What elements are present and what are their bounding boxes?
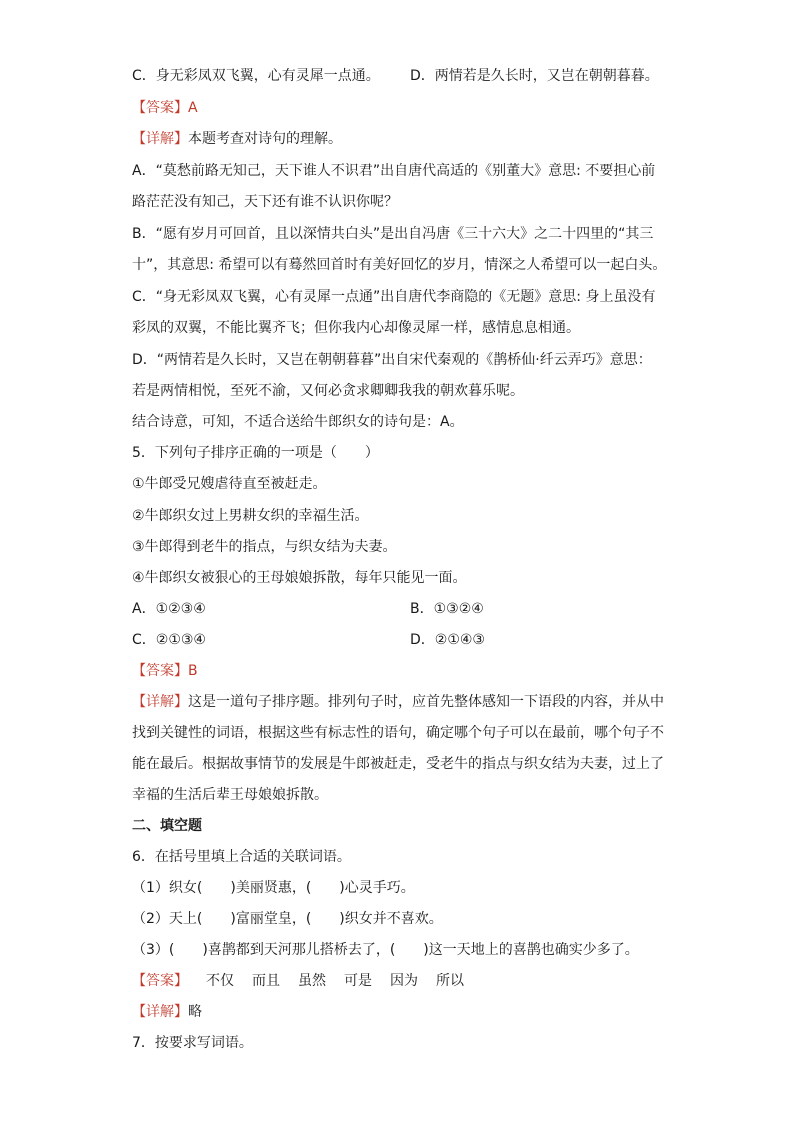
q4-detail-line: 十”，其意思: 希望可以有蓦然回首时有美好回忆的岁月，情深之人希望可以一起白头。 — [132, 257, 667, 273]
answer-label: 【答案】 — [132, 100, 188, 116]
q6-item: （3）( )喜鹊都到天河那儿搭桥去了，( )这一天地上的喜鹊也确实少多了。 — [132, 942, 639, 958]
q5-item: ②牛郎织女过上男耕女织的幸福生活。 — [132, 508, 369, 524]
q5-option-b: B．①③②④ — [410, 601, 484, 617]
answer-word: 不仅 — [206, 973, 234, 989]
q5-detail — [132, 692, 664, 712]
q4-detail-line: 路茫茫没有知己，天下还有谁不认识你呢？ — [132, 194, 398, 210]
detail-text: 这是一道句子排序题。排列句子时，应首先整体感知一下语段的内容，并从中 — [188, 694, 664, 710]
q5-answer — [132, 661, 198, 681]
q6-item: （1）织女( )美丽贤惠，( )心灵手巧。 — [132, 880, 415, 896]
q5-option-c: C．②①③④ — [132, 632, 206, 648]
q4-detail-line: A．“莫愁前路无知己，天下谁人不识君”出自唐代高适的《别董大》意思: 不要担心前 — [132, 163, 656, 179]
detail-label: 【详解】 — [132, 1004, 188, 1020]
q6-answer — [132, 971, 464, 991]
q5-stem: 5．下列句子排序正确的一项是（ ） — [132, 445, 379, 461]
q5-detail-line: 能在最后。根据故事情节的发展是牛郎被赶走，受老牛的指点与织女结为夫妻，过上了 — [132, 756, 664, 772]
answer-word: 可是 — [344, 973, 372, 989]
section-title: 二、填空题 — [132, 818, 202, 834]
detail-label: 【详解】 — [132, 694, 188, 710]
answer-word: 而且 — [252, 973, 280, 989]
detail-label: 【详解】 — [132, 131, 188, 147]
q4-conclusion: 结合诗意，可知，不适合送给牛郎织女的诗句是：A。 — [132, 414, 464, 430]
q4-detail-line: C．“身无彩凤双飞翼，心有灵犀一点通”出自唐代李商隐的《无题》意思: 身上虽没有 — [132, 289, 656, 305]
answer-label: 【答案】 — [132, 663, 188, 679]
q4-detail-line: D．“两情若是久长时，又岂在朝朝暮暮”出自宋代秦观的《鹊桥仙·纤云弄巧》意思： — [132, 352, 652, 368]
q4-detail-line: B．“愿有岁月可回首，且以深情共白头”是出自冯唐《三十六大》之二十四里的“其三 — [132, 226, 654, 242]
q4-option-c: C．身无彩凤双飞翼，心有灵犀一点通。 — [132, 68, 380, 84]
answer-word: 因为 — [390, 973, 418, 989]
answer-label: 【答案】 — [132, 973, 188, 989]
q5-option-d: D．②①④③ — [410, 632, 485, 648]
q5-detail-line: 找到关键性的词语，根据这些有标志性的语句，确定哪个句子可以在最前，哪个句子不 — [132, 725, 664, 741]
q7-stem: 7．按要求写词语。 — [132, 1035, 253, 1051]
q5-option-a: A．①②③④ — [132, 601, 206, 617]
q6-item: （2）天上( )富丽堂皇，( )织女并不喜欢。 — [132, 911, 443, 927]
q4-detail-intro — [132, 129, 342, 149]
answer-word: 所以 — [436, 973, 464, 989]
q5-item: ④牛郎织女被狠心的王母娘娘拆散，每年只能见一面。 — [132, 570, 467, 586]
answer-value: B — [188, 663, 198, 679]
q6-stem: 6．在括号里填上合适的关联词语。 — [132, 849, 351, 865]
q4-option-d: D．两情若是久长时，又岂在朝朝暮暮。 — [410, 68, 659, 84]
answer-value: A — [188, 100, 198, 116]
q4-detail-line: 若是两情相悦，至死不渝，又何必贪求卿卿我我的朝欢暮乐呢。 — [132, 383, 524, 399]
q5-item: ③牛郎得到老牛的指点，与织女结为夫妻。 — [132, 539, 397, 555]
q5-detail-line: 幸福的生活后辈王母娘娘拆散。 — [132, 787, 328, 803]
q6-detail — [132, 1002, 202, 1022]
q4-answer — [132, 98, 198, 118]
detail-text: 本题考查对诗句的理解。 — [188, 131, 342, 147]
detail-text: 略 — [188, 1004, 202, 1020]
answer-word: 虽然 — [298, 973, 326, 989]
q4-detail-line: 彩凤的双翼，不能比翼齐飞；但你我内心却像灵犀一样，感情息息相通。 — [132, 320, 580, 336]
q5-item: ①牛郎受兄嫂虐待直至被赶走。 — [132, 476, 327, 492]
